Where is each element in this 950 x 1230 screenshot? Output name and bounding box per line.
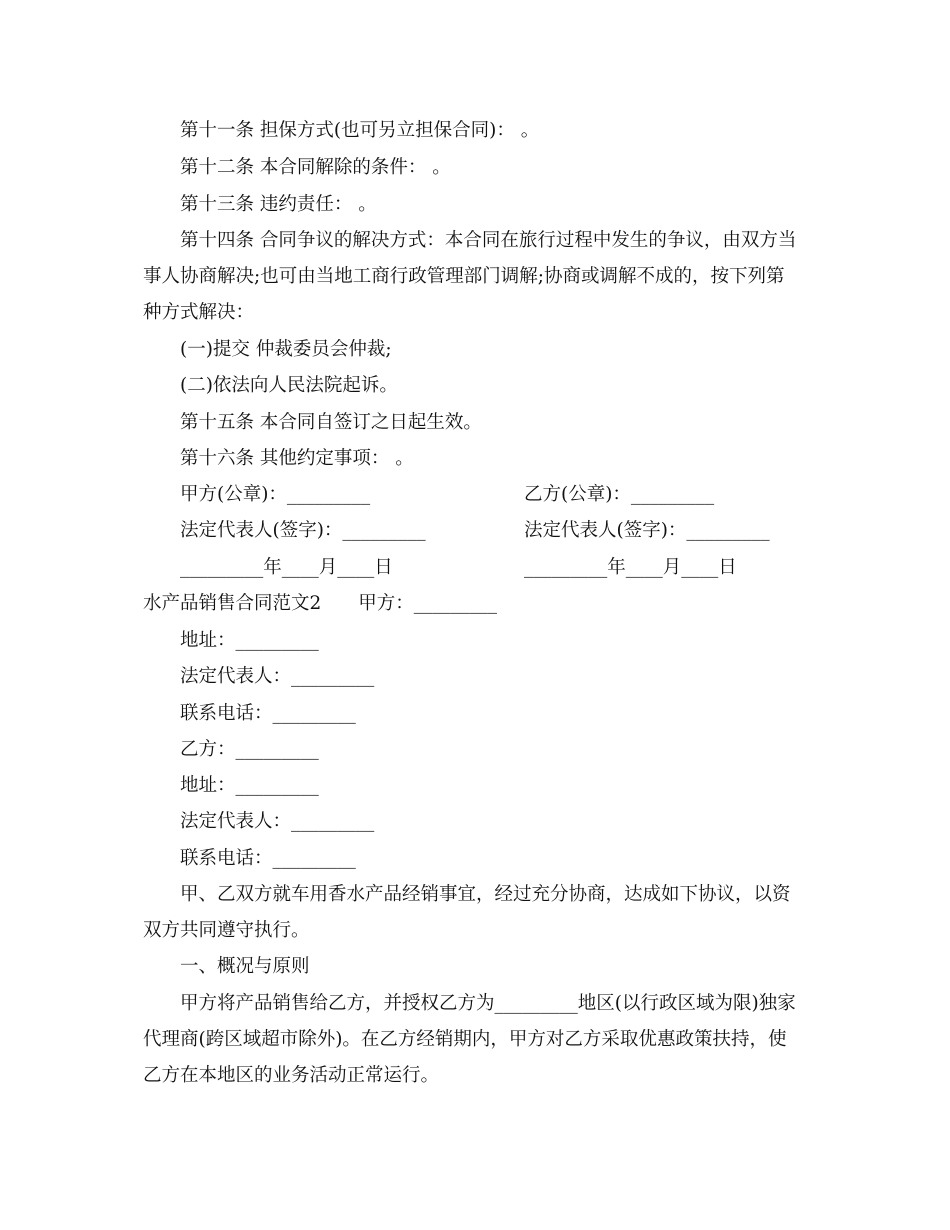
paragraph-1-line-1: 甲方将产品销售给乙方，并授权乙方为_________地区(以行政区域为限)独家 <box>180 993 796 1014</box>
option-1: (一)提交 仲裁委员会仲裁; <box>180 339 392 360</box>
party-a-phone: 联系电话：_________ <box>180 703 356 724</box>
clause-11: 第十一条 担保方式(也可另立担保合同)： 。 <box>180 120 540 141</box>
party-a-date: _________年____月____日 <box>180 557 393 578</box>
clause-14-line-1: 第十四条 合同争议的解决方式：本合同在旅行过程中发生的争议，由双方当 <box>180 230 797 251</box>
clause-16: 第十六条 其他约定事项： 。 <box>180 448 414 469</box>
party-b-address: 地址：_________ <box>180 775 319 796</box>
party-a-seal: 甲方(公章)：_________ <box>180 484 371 505</box>
section-1-heading: 一、概况与原则 <box>180 956 310 977</box>
intro-line-1: 甲、乙双方就车用香水产品经销事宜，经过充分协商，达成如下协议，以资 <box>180 884 791 905</box>
clause-15: 第十五条 本合同自签订之日起生效。 <box>180 412 482 433</box>
party-b-phone: 联系电话：_________ <box>180 848 356 869</box>
party-b: 乙方：_________ <box>180 739 319 760</box>
clause-14-line-3: 种方式解决： <box>143 302 255 323</box>
party-a-representative: 法定代表人(签字)：_________ <box>180 520 426 541</box>
option-2: (二)依法向人民法院起诉。 <box>180 375 398 396</box>
contract-2-title: 水产品销售合同范文2 甲方：_________ <box>143 593 498 614</box>
party-b-legal-rep: 法定代表人：_________ <box>180 811 375 832</box>
party-b-date: _________年____月____日 <box>524 557 737 578</box>
clause-13: 第十三条 违约责任： 。 <box>180 194 377 215</box>
clause-14-line-2: 事人协商解决;也可由当地工商行政管理部门调解;协商或调解不成的，按下列第 <box>143 266 785 287</box>
clause-12: 第十二条 本合同解除的条件： 。 <box>180 157 451 178</box>
party-b-representative: 法定代表人(签字)：_________ <box>524 520 770 541</box>
paragraph-1-line-3: 乙方在本地区的业务活动正常运行。 <box>143 1065 440 1086</box>
party-a-legal-rep: 法定代表人：_________ <box>180 666 375 687</box>
paragraph-1-line-2: 代理商(跨区域超市除外)。在乙方经销期内，甲方对乙方采取优惠政策扶持，使 <box>143 1029 787 1050</box>
party-a-address: 地址：_________ <box>180 630 319 651</box>
party-b-seal: 乙方(公章)：_________ <box>524 484 715 505</box>
intro-line-2: 双方共同遵守执行。 <box>143 920 310 941</box>
